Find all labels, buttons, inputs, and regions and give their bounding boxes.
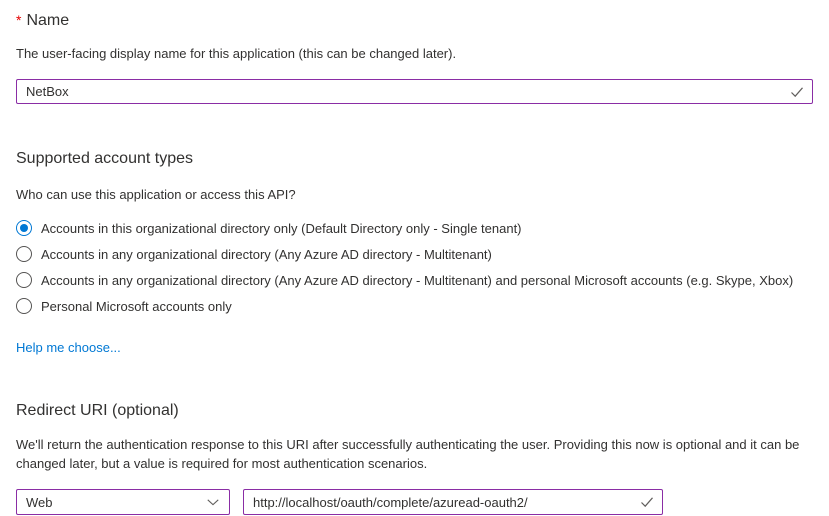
radio-option-label: Accounts in any organizational directory (Any Azure AD directory - Multitenant) [41,246,492,262]
account-type-option-multitenant-personal[interactable] [16,267,813,293]
platform-select[interactable] [16,489,230,515]
name-input-wrapper [16,79,813,104]
redirect-uri-description: We'll return the authentication response to this URI after successfully authenticating the user. Providing this now is optional and it can be changed later, but a value is required for most authentication scenarios. [16,437,800,471]
account-types-heading: Supported account types [16,150,194,167]
name-heading [16,10,813,31]
platform-select-value: Web [26,494,53,510]
account-types-question: Who can use this application or access this API? [16,187,296,202]
help-me-choose-link[interactable]: Help me choose... [16,340,121,355]
chevron-down-icon [206,495,220,509]
account-type-option-personal-only[interactable] [16,293,813,319]
name-input[interactable] [16,79,813,104]
account-type-options [16,215,813,319]
redirect-uri-input[interactable] [243,489,663,515]
redirect-uri-section [16,400,813,515]
account-type-option-multitenant[interactable] [16,241,813,267]
account-type-option-single-tenant[interactable] [16,215,813,241]
radio-option-label: Accounts in any organizational directory (Any Azure AD directory - Multitenant) and personal Microsoft accounts (e.g. Skype, Xbox) [41,272,794,288]
radio-option-label: Accounts in this organizational directory only (Default Directory only - Single tenant) [41,220,522,236]
radio-button-selected-icon[interactable] [16,220,32,236]
name-section [16,10,813,104]
redirect-uri-input-wrapper [243,489,663,515]
required-asterisk: * [16,12,22,28]
radio-button-icon[interactable] [16,272,32,288]
account-types-section [16,148,813,357]
redirect-uri-heading: Redirect URI (optional) [16,402,179,419]
radio-button-icon[interactable] [16,246,32,262]
redirect-uri-controls [16,489,813,515]
name-label: Name [26,12,70,29]
name-description: The user-facing display name for this application (this can be changed later). [16,46,457,61]
radio-option-label: Personal Microsoft accounts only [41,298,232,314]
radio-button-icon[interactable] [16,298,32,314]
